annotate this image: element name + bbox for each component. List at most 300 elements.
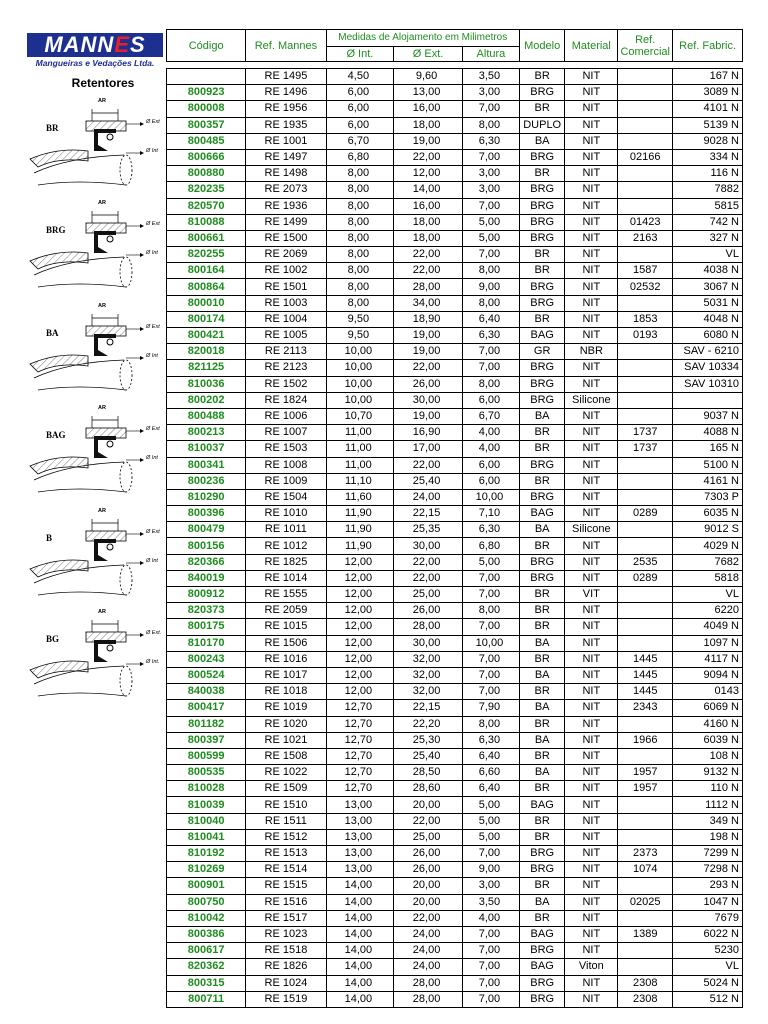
cell-ref-mannes: RE 1016 [246,651,326,667]
cell-altura: 9,00 [462,862,519,878]
cell-int: 11,90 [326,538,394,554]
cell-altura: 4,00 [462,425,519,441]
cell-codigo: 800524 [167,667,246,683]
cell-int: 14,00 [326,894,394,910]
cell-altura: 7,00 [462,101,519,117]
table-row [167,862,743,878]
cell-material: NIT [565,311,618,327]
cell-altura: 3,00 [462,182,519,198]
cell-ext: 18,00 [394,230,463,246]
cell-altura: 5,00 [462,230,519,246]
cell-int: 10,00 [326,392,394,408]
cell-codigo: 810290 [167,489,246,505]
cell-ref-mannes: RE 1019 [246,700,326,716]
cell-ref-fabric: 7882 [673,182,743,198]
cell-ref-comercial: 1445 [618,684,673,700]
cell-altura: 3,00 [462,166,519,182]
cell-codigo: 810039 [167,797,246,813]
cell-ref-mannes: RE 1021 [246,732,326,748]
cell-ext: 19,00 [394,328,463,344]
cell-ref-mannes: RE 2069 [246,247,326,263]
cell-ref-mannes: RE 1513 [246,846,326,862]
cell-ref-mannes: RE 1506 [246,635,326,651]
cell-ext: 28,60 [394,781,463,797]
table-row [167,959,743,975]
cell-ref-comercial: 1737 [618,441,673,457]
cell-int: 13,00 [326,813,394,829]
cell-ref-comercial [618,716,673,732]
cell-modelo: BRG [519,975,564,991]
cell-ref-comercial [618,522,673,538]
cell-ref-mannes: RE 1002 [246,263,326,279]
cell-material: NIT [565,943,618,959]
cell-modelo: BRG [519,230,564,246]
cell-codigo: 810042 [167,910,246,926]
table-row [167,392,743,408]
diagram-int-label: Ø Int [146,353,158,359]
cell-altura: 7,00 [462,684,519,700]
cell-altura: 7,00 [462,247,519,263]
cell-codigo: 810041 [167,829,246,845]
cell-material: NIT [565,862,618,878]
cell-int: 8,00 [326,230,394,246]
cell-material: NIT [565,894,618,910]
cell-ref-fabric: SAV 10310 [673,376,743,392]
cell-modelo: BR [519,684,564,700]
cell-material: NIT [565,684,618,700]
left-panel [0,0,166,1024]
cell-int: 12,00 [326,667,394,683]
cell-material: NIT [565,376,618,392]
cell-ext: 25,40 [394,473,463,489]
cell-int: 6,00 [326,117,394,133]
cell-altura: 8,00 [462,117,519,133]
diagram-int-label: Ø Int [146,148,158,154]
cell-ext: 12,00 [394,166,463,182]
cell-codigo: 820373 [167,603,246,619]
cell-altura: 7,00 [462,959,519,975]
diagram-ext-label: Ø Ext [146,529,160,535]
cell-ref-comercial [618,619,673,635]
cell-ref-comercial [618,635,673,651]
cell-modelo: BRG [519,846,564,862]
cell-altura: 5,00 [462,813,519,829]
cell-ext: 25,40 [394,748,463,764]
cell-ext: 22,15 [394,506,463,522]
cell-ref-comercial: 2373 [618,846,673,862]
cell-ref-mannes: RE 1009 [246,473,326,489]
cell-ext: 28,00 [394,619,463,635]
table-row [167,247,743,263]
cell-ref-mannes: RE 1497 [246,149,326,165]
cell-modelo: BA [519,133,564,149]
cell-altura: 7,00 [462,651,519,667]
cell-material: NIT [565,667,618,683]
cell-int: 12,70 [326,700,394,716]
cell-ext: 22,00 [394,570,463,586]
cell-int: 12,70 [326,748,394,764]
cell-ref-comercial: 02532 [618,279,673,295]
cell-material: NIT [565,846,618,862]
cell-modelo: BRG [519,943,564,959]
cell-altura: 5,00 [462,797,519,813]
cell-int: 8,00 [326,166,394,182]
cell-ref-comercial [618,344,673,360]
seal-diagram [28,505,168,599]
cell-int: 11,00 [326,441,394,457]
cell-ref-fabric: 4088 N [673,425,743,441]
cell-codigo: 800923 [167,85,246,101]
cell-codigo: 810088 [167,214,246,230]
cell-ext: 20,00 [394,878,463,894]
cell-altura: 5,00 [462,214,519,230]
cell-codigo: 800535 [167,765,246,781]
cell-codigo: 800386 [167,926,246,942]
cell-ref-mannes: RE 1510 [246,797,326,813]
cell-ext: 19,00 [394,133,463,149]
cell-codigo: 800479 [167,522,246,538]
col-ref-mannes: Ref. Mannes [246,30,326,62]
cell-ref-mannes: RE 1022 [246,765,326,781]
cell-ref-fabric: 9037 N [673,408,743,424]
cell-int: 6,00 [326,101,394,117]
cell-modelo: BR [519,166,564,182]
table-row [167,457,743,473]
cell-ref-mannes: RE 1518 [246,943,326,959]
cell-altura: 8,00 [462,263,519,279]
cell-ref-mannes: RE 1503 [246,441,326,457]
cell-ref-mannes: RE 2073 [246,182,326,198]
cell-material: NIT [565,975,618,991]
cell-ref-fabric: 0143 [673,684,743,700]
cell-ref-fabric: 334 N [673,149,743,165]
cell-int: 11,90 [326,522,394,538]
seal-cross-section-icon [28,505,168,599]
cell-ext: 18,00 [394,117,463,133]
diagram-int-label: Ø Int [146,455,158,461]
cell-ref-mannes: RE 1005 [246,328,326,344]
cell-altura: 8,00 [462,295,519,311]
table-row [167,101,743,117]
cell-ref-comercial [618,829,673,845]
cell-altura: 7,00 [462,975,519,991]
cell-modelo: BA [519,667,564,683]
cell-modelo: BR [519,651,564,667]
cell-modelo: BAG [519,926,564,942]
col-codigo: Código [167,30,246,62]
cell-material: Silicone [565,522,618,538]
cell-ref-mannes: RE 1007 [246,425,326,441]
cell-ref-mannes: RE 1516 [246,894,326,910]
cell-codigo: 800488 [167,408,246,424]
cell-material: NIT [565,473,618,489]
cell-ext: 22,00 [394,910,463,926]
cell-codigo: 820362 [167,959,246,975]
cell-int: 10,70 [326,408,394,424]
cell-ref-comercial [618,587,673,603]
cell-codigo: 800901 [167,878,246,894]
cell-ref-fabric: 7303 P [673,489,743,505]
cell-int: 11,60 [326,489,394,505]
cell-modelo: BAG [519,328,564,344]
table-row [167,166,743,182]
cell-ext: 19,00 [394,408,463,424]
cell-ext: 30,00 [394,392,463,408]
section-title: Retentores [71,76,135,90]
table-row [167,797,743,813]
cell-int: 12,00 [326,684,394,700]
cell-ref-comercial: 2308 [618,991,673,1007]
seal-cross-section-icon [28,197,168,291]
cell-material: NIT [565,797,618,813]
seals-table [166,29,743,1008]
cell-ext: 28,00 [394,975,463,991]
cell-int: 10,00 [326,376,394,392]
cell-ref-mannes: RE 1004 [246,311,326,327]
cell-altura: 4,00 [462,441,519,457]
cell-ext: 19,00 [394,344,463,360]
table-row [167,587,743,603]
seal-diagram [28,606,168,700]
cell-int: 12,00 [326,635,394,651]
cell-codigo: 800357 [167,117,246,133]
cell-ext: 9,60 [394,69,463,85]
cell-ext: 24,00 [394,959,463,975]
cell-ref-fabric: 4117 N [673,651,743,667]
table-row [167,506,743,522]
cell-ref-comercial: 2535 [618,554,673,570]
cell-ref-comercial: 2308 [618,975,673,991]
cell-codigo: 840019 [167,570,246,586]
cell-ref-comercial: 1957 [618,781,673,797]
cell-ext: 28,00 [394,279,463,295]
cell-ref-fabric: 3067 N [673,279,743,295]
cell-modelo: BR [519,263,564,279]
table-row [167,878,743,894]
cell-codigo: 800711 [167,991,246,1007]
cell-altura: 7,00 [462,619,519,635]
cell-modelo: BR [519,716,564,732]
cell-codigo: 820255 [167,247,246,263]
cell-material: NBR [565,344,618,360]
table-row [167,829,743,845]
cell-ref-comercial [618,473,673,489]
table-row [167,473,743,489]
table-row [167,667,743,683]
cell-codigo: 800864 [167,279,246,295]
cell-int: 11,00 [326,425,394,441]
table-row [167,182,743,198]
cell-ref-fabric: VL [673,587,743,603]
cell-codigo: 800236 [167,473,246,489]
cell-codigo: 810028 [167,781,246,797]
cell-altura: 7,00 [462,846,519,862]
cell-modelo: BRG [519,279,564,295]
cell-material: NIT [565,166,618,182]
cell-altura: 6,40 [462,311,519,327]
cell-ext: 30,00 [394,635,463,651]
table-row [167,700,743,716]
cell-modelo: DUPLO [519,117,564,133]
cell-ref-fabric: 4029 N [673,538,743,554]
cell-ref-comercial [618,360,673,376]
cell-material: NIT [565,781,618,797]
cell-material: NIT [565,926,618,942]
cell-modelo: BR [519,311,564,327]
cell-codigo: 821125 [167,360,246,376]
cell-ref-mannes: RE 2059 [246,603,326,619]
cell-codigo: 810192 [167,846,246,862]
cell-ref-fabric: 5818 [673,570,743,586]
cell-ext: 22,00 [394,263,463,279]
diagram-model-label: B [46,533,53,543]
cell-int: 13,00 [326,862,394,878]
cell-modelo: BR [519,878,564,894]
cell-modelo: BRG [519,489,564,505]
cell-ref-fabric: 5230 [673,943,743,959]
cell-ref-comercial [618,797,673,813]
cell-codigo: 810269 [167,862,246,878]
cell-codigo: 800661 [167,230,246,246]
cell-modelo: BR [519,473,564,489]
cell-int: 8,00 [326,247,394,263]
cell-codigo: 800175 [167,619,246,635]
cell-ext: 13,00 [394,85,463,101]
table-row [167,554,743,570]
cell-int: 12,00 [326,554,394,570]
cell-ref-comercial [618,813,673,829]
cell-material: NIT [565,829,618,845]
cell-material: NIT [565,295,618,311]
cell-ref-comercial [618,376,673,392]
cell-ref-comercial [618,198,673,214]
cell-int: 14,00 [326,943,394,959]
seal-diagram [28,402,168,496]
cell-ref-fabric: SAV 10334 [673,360,743,376]
cell-modelo: BRG [519,554,564,570]
cell-ref-mannes: RE 1824 [246,392,326,408]
cell-ref-fabric: 293 N [673,878,743,894]
cell-modelo: BA [519,522,564,538]
cell-modelo: BR [519,619,564,635]
cell-modelo: BA [519,765,564,781]
logo-wordmark: MANNES [27,33,163,57]
cell-ref-comercial [618,538,673,554]
cell-codigo: 800202 [167,392,246,408]
cell-int: 14,00 [326,991,394,1007]
cell-altura: 5,00 [462,829,519,845]
cell-altura: 6,00 [462,473,519,489]
cell-int: 14,00 [326,959,394,975]
cell-altura: 6,60 [462,765,519,781]
seal-diagram [28,197,168,291]
cell-ref-fabric: 9028 N [673,133,743,149]
cell-ref-fabric: 6220 [673,603,743,619]
cell-modelo: BR [519,829,564,845]
cell-ext: 22,00 [394,554,463,570]
logo-tagline: Mangueiras e Vedações Ltda. [35,58,155,68]
table-row [167,765,743,781]
cell-modelo: BR [519,587,564,603]
cell-ext: 24,00 [394,943,463,959]
cell-ext: 16,00 [394,101,463,117]
cell-altura: 7,00 [462,991,519,1007]
cell-ref-mannes: RE 1515 [246,878,326,894]
cell-ref-mannes: RE 1024 [246,975,326,991]
cell-altura: 8,00 [462,603,519,619]
cell-codigo: 820018 [167,344,246,360]
cell-altura: 8,00 [462,716,519,732]
cell-altura: 3,00 [462,878,519,894]
cell-ext: 25,35 [394,522,463,538]
cell-material: NIT [565,182,618,198]
cell-ref-mannes: RE 1006 [246,408,326,424]
cell-int: 14,00 [326,910,394,926]
col-ext: Ø Ext. [394,47,463,62]
cell-ext: 22,00 [394,457,463,473]
cell-ref-comercial [618,295,673,311]
diagram-ar-label: AR [98,508,106,514]
table-row [167,781,743,797]
cell-ref-fabric [673,392,743,408]
cell-ref-fabric: 9012 S [673,522,743,538]
cell-altura: 3,00 [462,85,519,101]
cell-codigo: 840038 [167,684,246,700]
table-header [167,30,743,69]
cell-int: 12,00 [326,603,394,619]
cell-ref-fabric: 512 N [673,991,743,1007]
cell-ref-mannes: RE 1511 [246,813,326,829]
cell-ref-mannes: RE 1011 [246,522,326,538]
cell-ref-mannes: RE 1504 [246,489,326,505]
cell-ref-fabric: 1112 N [673,797,743,813]
cell-int: 8,00 [326,263,394,279]
cell-codigo: 800164 [167,263,246,279]
cell-ref-mannes: RE 1956 [246,101,326,117]
cell-ref-comercial: 0289 [618,506,673,522]
cell-altura: 7,00 [462,198,519,214]
cell-ref-mannes: RE 2123 [246,360,326,376]
cell-modelo: BR [519,69,564,85]
diagram-model-label: BG [46,634,60,644]
diagram-ext-label: Ø Ext [146,119,160,125]
cell-modelo: BR [519,781,564,797]
cell-ref-fabric: 1097 N [673,635,743,651]
cell-ref-comercial: 1389 [618,926,673,942]
cell-ref-comercial: 1853 [618,311,673,327]
cell-altura: 3,50 [462,894,519,910]
cell-ext: 22,00 [394,149,463,165]
diagram-ext-label: Ø Ext [146,426,160,432]
table-row [167,991,743,1007]
cell-altura: 6,40 [462,748,519,764]
cell-material: NIT [565,457,618,473]
cell-ref-mannes: RE 1512 [246,829,326,845]
table-row [167,489,743,505]
cell-ref-mannes: RE 1008 [246,457,326,473]
cell-ref-comercial [618,959,673,975]
cell-modelo: BA [519,635,564,651]
cell-altura: 7,90 [462,700,519,716]
cell-ref-comercial [618,878,673,894]
cell-ref-fabric: 1047 N [673,894,743,910]
cell-codigo: 800010 [167,295,246,311]
cell-ref-comercial: 0193 [618,328,673,344]
cell-codigo: 800174 [167,311,246,327]
cell-int: 9,50 [326,328,394,344]
cell-ref-mannes: RE 1508 [246,748,326,764]
cell-ext: 22,00 [394,247,463,263]
